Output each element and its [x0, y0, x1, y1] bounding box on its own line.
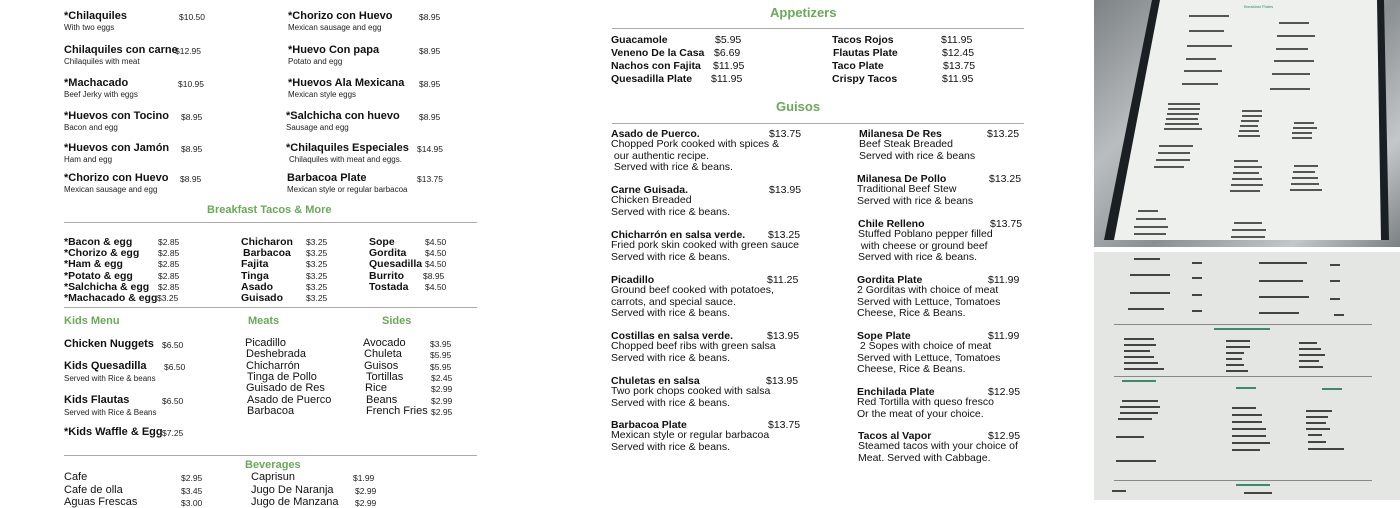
guiso-item-price: $13.75 [768, 419, 801, 431]
taco-item-name: Fajita [241, 258, 269, 271]
guiso-item-price: $13.25 [768, 229, 801, 241]
taco-item-price: $4.50 [425, 281, 447, 292]
beverage-item-name: Jugo de Manzana [251, 496, 339, 508]
beverage-item-name: Cafe [64, 471, 88, 483]
menu-item-name: *Huevo Con papa [288, 44, 380, 56]
menu-item-desc: Sausage and egg [286, 123, 349, 132]
menu-item-name: *Chorizo con Huevo [64, 172, 169, 184]
guiso-item-price: $13.95 [767, 330, 800, 342]
kids-item-desc: Served with Rice & Beans [64, 408, 157, 417]
menu-item-price: $12.95 [175, 46, 201, 56]
appetizer-item-name: Quesadilla Plate [611, 73, 693, 85]
taco-item-price: $2.85 [158, 259, 180, 270]
beverage-item-name: Cafe de olla [64, 483, 123, 496]
appetizer-item-name: Nachos con Fajita [611, 60, 701, 72]
kids-item-name: Chicken Nuggets [64, 338, 154, 350]
guiso-item-name: Tacos al Vapor [858, 430, 932, 442]
guiso-item-name: Gordita Plate [857, 274, 923, 286]
meat-item: Chicharrón [246, 359, 300, 372]
menu-photo-bottom-image [1094, 252, 1400, 500]
appetizer-item-name: Taco Plate [832, 60, 884, 72]
taco-item-name: Tinga [241, 269, 269, 282]
guiso-item-price: $12.95 [988, 386, 1021, 398]
menu-item-price: $8.95 [419, 79, 441, 89]
menu-item-desc: Bacon and egg [64, 123, 118, 132]
menu-item-name: *Chorizo con Huevo [288, 10, 393, 22]
menu-item-desc: Chilaquiles with meat [64, 57, 140, 66]
side-item-price: $2.95 [431, 406, 453, 417]
section-title-meats: Meats [248, 315, 280, 327]
menu-item-name: Barbacoa Plate [287, 172, 367, 184]
kids-item-price: $6.50 [162, 340, 184, 350]
taco-item-name: Sope [369, 236, 395, 248]
kids-item-name: Kids Flautas [64, 394, 130, 406]
guiso-item-desc: Traditional Beef Stew [857, 183, 957, 196]
guiso-item-desc: Cheese, Rice & Beans. [857, 306, 966, 319]
guiso-item-desc: 2 Gorditas with choice of meat [857, 284, 999, 297]
guiso-item-price: $13.95 [769, 184, 802, 196]
menu-item-price: $8.95 [180, 174, 202, 184]
side-item-name: Chuleta [364, 348, 402, 361]
side-item-name: Beans [366, 393, 398, 406]
divider [612, 28, 1024, 29]
beverage-item-name: Caprisun [251, 471, 296, 483]
guiso-item-desc: Chopped Pork cooked with spices & [611, 138, 780, 151]
menu-item-desc: Mexican sausage and egg [64, 185, 158, 194]
guiso-item-desc: Served with rice & beans. [611, 160, 733, 173]
section-title-guisos: Guisos [776, 99, 821, 114]
guiso-item-desc: Red Tortilla with queso fresco [857, 396, 994, 409]
menu-item-price: $8.95 [419, 112, 441, 122]
taco-item-name: Burrito [369, 269, 404, 282]
menu-item-name: *Huevos Ala Mexicana [288, 77, 405, 89]
appetizer-item-price: $11.95 [941, 34, 973, 46]
beverage-item-price: $3.00 [181, 498, 203, 508]
guiso-item-price: $11.99 [988, 274, 1020, 286]
guiso-item-desc: Served with rice & beans. [611, 205, 731, 218]
side-item-price: $5.95 [430, 361, 452, 372]
photo-heading: Breakfast Plates [1244, 4, 1274, 9]
taco-item-name: *Bacon & egg [64, 236, 133, 248]
appetizer-item-name: Crispy Tacos [832, 73, 898, 85]
beverage-item-price: $2.99 [355, 498, 377, 508]
taco-item-price: $4.50 [425, 237, 447, 247]
taco-item-price: $2.85 [158, 281, 180, 292]
guiso-item-name: Chicharrón en salsa verde. [611, 229, 746, 241]
menu-item-price: $10.95 [178, 79, 204, 89]
taco-item-price: $8.95 [423, 270, 445, 281]
taco-item-price: $2.85 [158, 248, 180, 259]
beverage-item-price: $1.99 [353, 473, 375, 483]
taco-item-price: $3.25 [306, 248, 328, 259]
taco-item-price: $2.85 [158, 237, 180, 247]
guiso-item-desc: Served with rice & beans [859, 149, 976, 162]
beverage-item-name: Aguas Frescas [64, 496, 138, 508]
taco-item-price: $3.25 [306, 237, 328, 247]
guiso-item-price: $13.25 [989, 173, 1022, 185]
menu-item-desc: With two eggs [64, 23, 115, 32]
menu-item-name: *Huevos con Tocino [64, 110, 169, 122]
taco-item-name: Guisado [241, 292, 284, 304]
taco-item-price: $3.25 [306, 293, 328, 303]
kids-item-price: $7.25 [162, 428, 184, 438]
guiso-item-name: Chile Relleno [858, 218, 925, 230]
guiso-item-desc: with cheese or ground beef [858, 239, 988, 252]
guiso-item-name: Sope Plate [857, 330, 911, 342]
guiso-item-desc: Served with rice & beans. [611, 396, 731, 409]
menu-photo-top [1094, 0, 1400, 247]
guiso-item-desc: Served with Lettuce, Tomatoes [857, 351, 1001, 364]
side-item-price: $3.95 [430, 339, 452, 349]
meat-item: Deshebrada [246, 348, 306, 361]
guiso-item-name: Chuletas en salsa [611, 375, 700, 387]
taco-item-price: $3.25 [157, 293, 179, 303]
appetizer-item-price: $11.95 [711, 73, 743, 85]
menu-item-price: $8.95 [419, 46, 441, 56]
beverage-item-price: $3.45 [181, 485, 203, 496]
side-item-name: Rice [365, 382, 388, 395]
guiso-item-name: Milanesa De Pollo [857, 173, 947, 185]
menu-item-price: $8.95 [181, 144, 203, 154]
menu-item-name: *Huevos con Jamón [64, 142, 170, 154]
menu-item-price: $8.95 [419, 12, 441, 22]
menu-photo-top-image [1094, 0, 1400, 247]
appetizer-item-price: $5.95 [715, 34, 742, 46]
menu-photo-bottom [1094, 252, 1400, 500]
guiso-item-price: $13.95 [766, 375, 799, 387]
divider [64, 307, 477, 308]
menu-item-desc: Mexican style eggs [288, 90, 357, 99]
meat-item: Asado de Puerco [247, 393, 332, 406]
guiso-item-name: Asado de Puerco. [611, 128, 700, 140]
appetizer-item-name: Veneno De la Casa [611, 47, 705, 59]
taco-item-price: $3.25 [306, 270, 328, 281]
guiso-item-desc: Beef Steak Breaded [859, 138, 953, 151]
taco-item-name: Quesadilla [369, 258, 423, 271]
menu-item-desc: Chilaquiles with meat and eggs. [289, 155, 402, 164]
beverage-item-name: Jugo De Naranja [251, 483, 334, 496]
section-title-sides: Sides [382, 315, 412, 327]
divider [64, 455, 477, 456]
guiso-item-price: $11.25 [767, 274, 799, 286]
side-item-price: $2.99 [431, 384, 453, 395]
guiso-item-price: $13.75 [769, 128, 802, 140]
side-item-name: Guisos [364, 359, 399, 372]
taco-item-price: $3.25 [306, 259, 328, 270]
guiso-item-desc: carrots, and special sauce. [611, 295, 736, 308]
side-item-name: Avocado [363, 337, 406, 349]
guiso-item-name: Enchilada Plate [857, 386, 935, 398]
guiso-item-desc: Or the meat of your choice. [857, 407, 984, 420]
guiso-item-price: $13.75 [990, 218, 1023, 230]
guiso-item-desc: Cheese, Rice & Beans. [857, 362, 966, 375]
taco-item-name: Tostada [369, 280, 409, 293]
beverage-item-price: $2.99 [355, 485, 377, 496]
guiso-item-name: Picadillo [611, 274, 655, 286]
appetizer-item-price: $13.75 [943, 60, 976, 72]
guiso-item-desc: Meat. Served with Cabbage. [858, 451, 991, 464]
guiso-item-price: $12.95 [988, 430, 1021, 442]
side-item-name: Tortillas [366, 370, 404, 383]
taco-item-name: Gordita [369, 247, 407, 260]
taco-item-price: $4.50 [425, 248, 447, 259]
appetizer-item-name: Tacos Rojos [832, 34, 894, 46]
taco-item-name: *Chorizo & egg [64, 247, 140, 260]
taco-item-name: *Salchicha & egg [64, 280, 150, 293]
appetizer-item-name: Guacamole [611, 34, 668, 46]
beverage-item-price: $2.95 [181, 473, 203, 483]
guiso-item-name: Carne Guisada. [611, 184, 689, 196]
menu-item-name: *Salchicha con huevo [286, 110, 400, 122]
section-title-beverages: Beverages [245, 459, 301, 471]
guiso-item-name: Milanesa De Res [859, 128, 942, 140]
menu-item-desc: Beef Jerky with eggs [64, 90, 138, 99]
guiso-item-desc: Chicken Breaded [611, 194, 692, 207]
guiso-item-desc: Stuffed Poblano pepper filled [858, 228, 993, 241]
side-item-name: French Fries [366, 404, 428, 417]
side-item-price: $2.99 [431, 395, 453, 406]
taco-item-price: $3.25 [306, 281, 328, 292]
guiso-item-desc: our authentic recipe. [611, 149, 710, 162]
taco-item-name: *Potato & egg [64, 269, 133, 282]
menu-item-price: $13.75 [417, 174, 443, 184]
guiso-item-desc: Two pork chops cooked with salsa [611, 385, 771, 398]
menu-item-name: Chilaquiles con carne [64, 44, 178, 56]
guiso-item-desc: Served with rice & beans. [611, 306, 731, 319]
guiso-item-name: Barbacoa Plate [611, 419, 687, 431]
taco-item-name: Asado [241, 280, 274, 293]
taco-item-price: $4.50 [425, 259, 447, 270]
menu-item-price: $8.95 [181, 112, 203, 122]
side-item-price: $2.45 [431, 372, 453, 383]
menu-item-desc: Mexican sausage and egg [288, 23, 382, 32]
appetizer-item-price: $6.69 [714, 47, 741, 59]
menu-item-desc: Mexican style or regular barbacoa [287, 185, 408, 194]
taco-item-price: $2.85 [158, 270, 180, 281]
taco-item-name: Barbacoa [243, 247, 291, 260]
section-title-appetizers: Appetizers [770, 5, 837, 20]
appetizer-item-price: $11.95 [713, 60, 745, 72]
guiso-item-desc: Served with rice & beans. [611, 351, 731, 364]
guiso-item-desc: Served with rice & beans [857, 194, 974, 207]
appetizer-item-price: $12.45 [942, 47, 975, 59]
guiso-item-desc: Chopped beef ribs with green salsa [611, 340, 776, 353]
kids-item-name: Kids Quesadilla [64, 360, 147, 372]
menu-item-price: $14.95 [417, 144, 443, 154]
guiso-item-desc: Ground beef cooked with potatoes, [611, 284, 774, 297]
guiso-item-price: $13.25 [987, 128, 1020, 140]
divider [64, 222, 477, 223]
section-title-breakfast-tacos: Breakfast Tacos & More [207, 204, 332, 216]
guiso-item-desc: Served with rice & beans. [858, 250, 978, 263]
menu-item-desc: Ham and egg [64, 155, 113, 164]
guiso-item-desc: Fried pork skin cooked with green sauce [611, 239, 799, 252]
guiso-item-desc: Mexican style or regular barbacoa [611, 429, 770, 442]
guiso-item-name: Costillas en salsa verde. [611, 330, 733, 342]
guiso-item-desc: Served with Lettuce, Tomatoes [857, 295, 1001, 308]
guiso-item-desc: 2 Sopes with choice of meat [857, 340, 992, 353]
side-item-price: $5.95 [430, 350, 452, 361]
section-title-kids-menu: Kids Menu [64, 315, 120, 327]
kids-item-price: $6.50 [162, 396, 184, 406]
appetizer-item-name: Flautas Plate [833, 47, 898, 59]
meat-item: Guisado de Res [246, 382, 325, 395]
taco-item-name: *Ham & egg [64, 258, 123, 271]
menu-item-desc: Potato and egg [288, 57, 343, 66]
guiso-item-desc: Steamed tacos with your choice of [858, 440, 1018, 453]
meat-item: Barbacoa [247, 404, 295, 417]
menu-item-name: *Chilaquiles Especiales [286, 142, 409, 154]
menu-item-name: *Chilaquiles [64, 10, 127, 22]
taco-item-name: *Machacado & egg [64, 292, 158, 304]
guiso-item-price: $11.99 [988, 330, 1020, 342]
kids-item-desc: Served with Rice & beans [64, 374, 156, 383]
kids-item-name: *Kids Waffle & Egg [64, 426, 163, 438]
kids-item-price: $6.50 [164, 362, 186, 372]
meat-item: Tinga de Pollo [247, 370, 317, 383]
divider [612, 123, 1024, 124]
meat-item: Picadillo [245, 337, 286, 349]
menu-item-name: *Machacado [64, 77, 129, 89]
guiso-item-desc: Served with rice & beans. [611, 250, 731, 263]
appetizer-item-price: $11.95 [942, 73, 974, 85]
guiso-item-desc: Served with rice & beans. [611, 440, 731, 453]
taco-item-name: Chicharon [241, 236, 293, 248]
menu-item-price: $10.50 [179, 12, 205, 22]
